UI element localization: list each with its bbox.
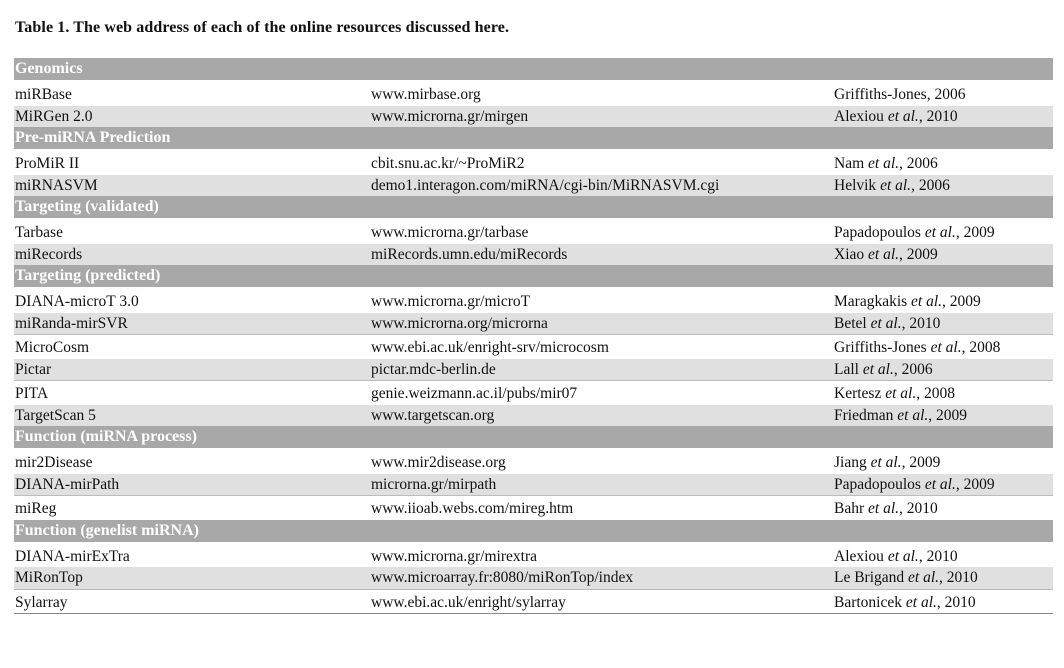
table-body [14,58,1053,614]
ref-etal: et al. [868,245,900,263]
resource-url: pictar.mdc-berlin.de [370,359,833,381]
table-row [14,474,1053,496]
ref-author: Bartonicek [834,593,906,611]
ref-author: Griffiths-Jones, [834,86,931,103]
resource-url: www.microrna.gr/mirextra [371,547,537,565]
ref-etal: et al. [908,569,940,586]
resource-name: miRBase [15,86,72,103]
ref-author: Griffiths-Jones [834,339,931,356]
ref-author: Nam [834,155,869,172]
ref-year: , 2010 [901,314,941,332]
resource-name: DIANA-mirExTra [15,547,130,565]
ref-year: , 2009 [955,475,995,493]
ref-etal: et al. [924,224,956,241]
ref-etal: et al. [897,406,929,424]
resource-reference [833,359,1053,381]
ref-author: Xiao [834,245,869,263]
ref-etal: et al. [930,339,962,356]
ref-etal: et al. [868,500,900,517]
section-title: Targeting (validated) [14,196,1053,218]
resource-url: www.microrna.gr/tarbase [371,224,529,241]
table-row [14,222,1053,244]
resource-reference [833,313,1053,335]
ref-author: Le Brigand [834,569,909,586]
section-header-row [14,127,1053,149]
resource-name: miRecords [14,244,370,266]
section-title: Function (genelist miRNA) [14,520,1053,542]
resource-reference [833,291,1053,313]
resource-name: MiRonTop [14,567,370,589]
ref-etal: et al. [911,293,943,310]
ref-author: Bahr [834,500,869,517]
ref-etal: et al. [862,360,894,378]
resource-name: Sylarray [14,592,370,614]
table-row [14,291,1053,313]
resource-reference [833,383,1053,405]
resource-url: www.ebi.ac.uk/enright-srv/microcosm [371,339,609,356]
section-header-row [14,265,1053,287]
resource-url: www.iioab.webs.com/mireg.htm [371,500,574,517]
resource-name: MiRGen 2.0 [14,106,370,128]
ref-year: , 2009 [928,406,968,424]
table-row [14,175,1053,197]
resource-reference [833,337,1053,359]
ref-year: , 2009 [942,293,981,310]
resource-url: www.microrna.org/microrna [370,313,833,335]
resource-reference [833,106,1053,128]
ref-year: , 2006 [911,176,950,194]
resource-url: miRecords.umn.edu/miRecords [370,244,833,266]
ref-year: , 2010 [939,569,978,586]
resource-reference [833,546,1053,568]
ref-year: , 2009 [955,224,995,241]
table-row [14,592,1053,614]
ref-author: Lall [834,360,863,378]
ref-year: , 2006 [899,155,938,172]
resource-name: DIANA-microT 3.0 [15,293,139,310]
resource-url: genie.weizmann.ac.il/pubs/mir07 [371,385,578,402]
ref-year: , 2009 [901,454,941,471]
ref-year: 2006 [930,86,966,103]
resource-url: www.mir2disease.org [371,454,506,471]
resource-url: cbit.snu.ac.kr/~ProMiR2 [371,155,525,172]
ref-year: , 2006 [893,360,933,378]
resource-name: Pictar [14,359,370,381]
section-title: Targeting (predicted) [14,265,1053,287]
ref-etal: et al. [880,176,912,194]
ref-year: , 2010 [918,547,958,565]
resources-table [14,58,1053,614]
resource-reference [833,84,1053,106]
table-row [14,153,1053,175]
ref-author: Helvik [834,176,881,194]
resource-reference [833,153,1053,175]
ref-author: Alexiou [834,107,888,125]
resource-name: MicroCosm [15,339,90,356]
section-header-row [14,58,1053,80]
resource-reference [833,498,1053,520]
resource-reference [833,567,1053,589]
ref-etal: et al. [870,314,902,332]
table-row [14,546,1053,568]
resource-url: www.microrna.gr/microT [371,293,531,310]
ref-year: , 2009 [899,245,938,263]
table-row [14,106,1053,128]
ref-etal: et al. [905,593,937,611]
resource-name: mir2Disease [15,454,93,471]
resource-reference [833,592,1053,614]
ref-etal: et al. [887,107,919,125]
resource-reference [833,222,1053,244]
ref-etal: et al. [887,547,919,565]
table-row [14,337,1053,359]
section-header-row [14,520,1053,542]
ref-etal: et al. [868,155,900,172]
resource-reference [833,452,1053,474]
resource-reference [833,474,1053,496]
resource-reference [833,175,1053,197]
resource-url: www.targetscan.org [370,405,833,427]
resource-url: www.microrna.gr/mirgen [370,106,833,128]
section-title: Genomics [14,58,1053,80]
ref-etal: et al. [870,454,902,471]
resource-reference [833,244,1053,266]
table-row [14,84,1053,106]
ref-author: Jiang [834,454,871,471]
ref-author: Maragkakis [834,293,912,310]
ref-year: , 2008 [916,385,955,402]
resource-name: ProMiR II [15,155,80,172]
resource-url: www.ebi.ac.uk/enright/sylarray [370,592,833,614]
resource-name: miRNASVM [14,175,370,197]
table-row [14,405,1053,427]
section-title: Pre-miRNA Prediction [14,127,1053,149]
table-row [14,244,1053,266]
table-row [14,313,1053,335]
table-row [14,452,1053,474]
ref-author: Papadopoulos [834,475,925,493]
table-row [14,383,1053,405]
ref-year: , 2010 [899,500,938,517]
ref-year: , 2010 [918,107,958,125]
ref-author: Friedman [834,406,898,424]
ref-etal: et al. [885,385,917,402]
section-header-row [14,196,1053,218]
resource-name: TargetScan 5 [14,405,370,427]
section-title: Function (miRNA process) [14,426,1053,448]
resource-url: demo1.interagon.com/miRNA/cgi-bin/MiRNASVM.cgi [370,175,833,197]
table-caption: Table 1. The web address of each of the online resources discussed here. [15,19,510,36]
resource-name: miReg [15,500,57,517]
ref-author: Betel [834,314,871,332]
section-header-row [14,426,1053,448]
table-row [14,359,1053,381]
resource-url: microrna.gr/mirpath [370,474,833,496]
ref-author: Papadopoulos [834,224,925,241]
resource-name: Tarbase [15,224,63,241]
ref-author: Alexiou [834,547,888,565]
ref-year: , 2008 [961,339,1001,356]
resource-name: DIANA-mirPath [14,474,370,496]
ref-etal: et al. [924,475,956,493]
table-row [14,567,1053,589]
table-row [14,498,1053,520]
resource-name: PITA [15,385,49,402]
ref-author: Kertesz [834,385,886,402]
resource-url: www.microarray.fr:8080/miRonTop/index [370,567,833,589]
resource-url: www.mirbase.org [371,86,481,103]
resource-reference [833,405,1053,427]
ref-year: , 2010 [936,593,976,611]
resource-name: miRanda-mirSVR [14,313,370,335]
